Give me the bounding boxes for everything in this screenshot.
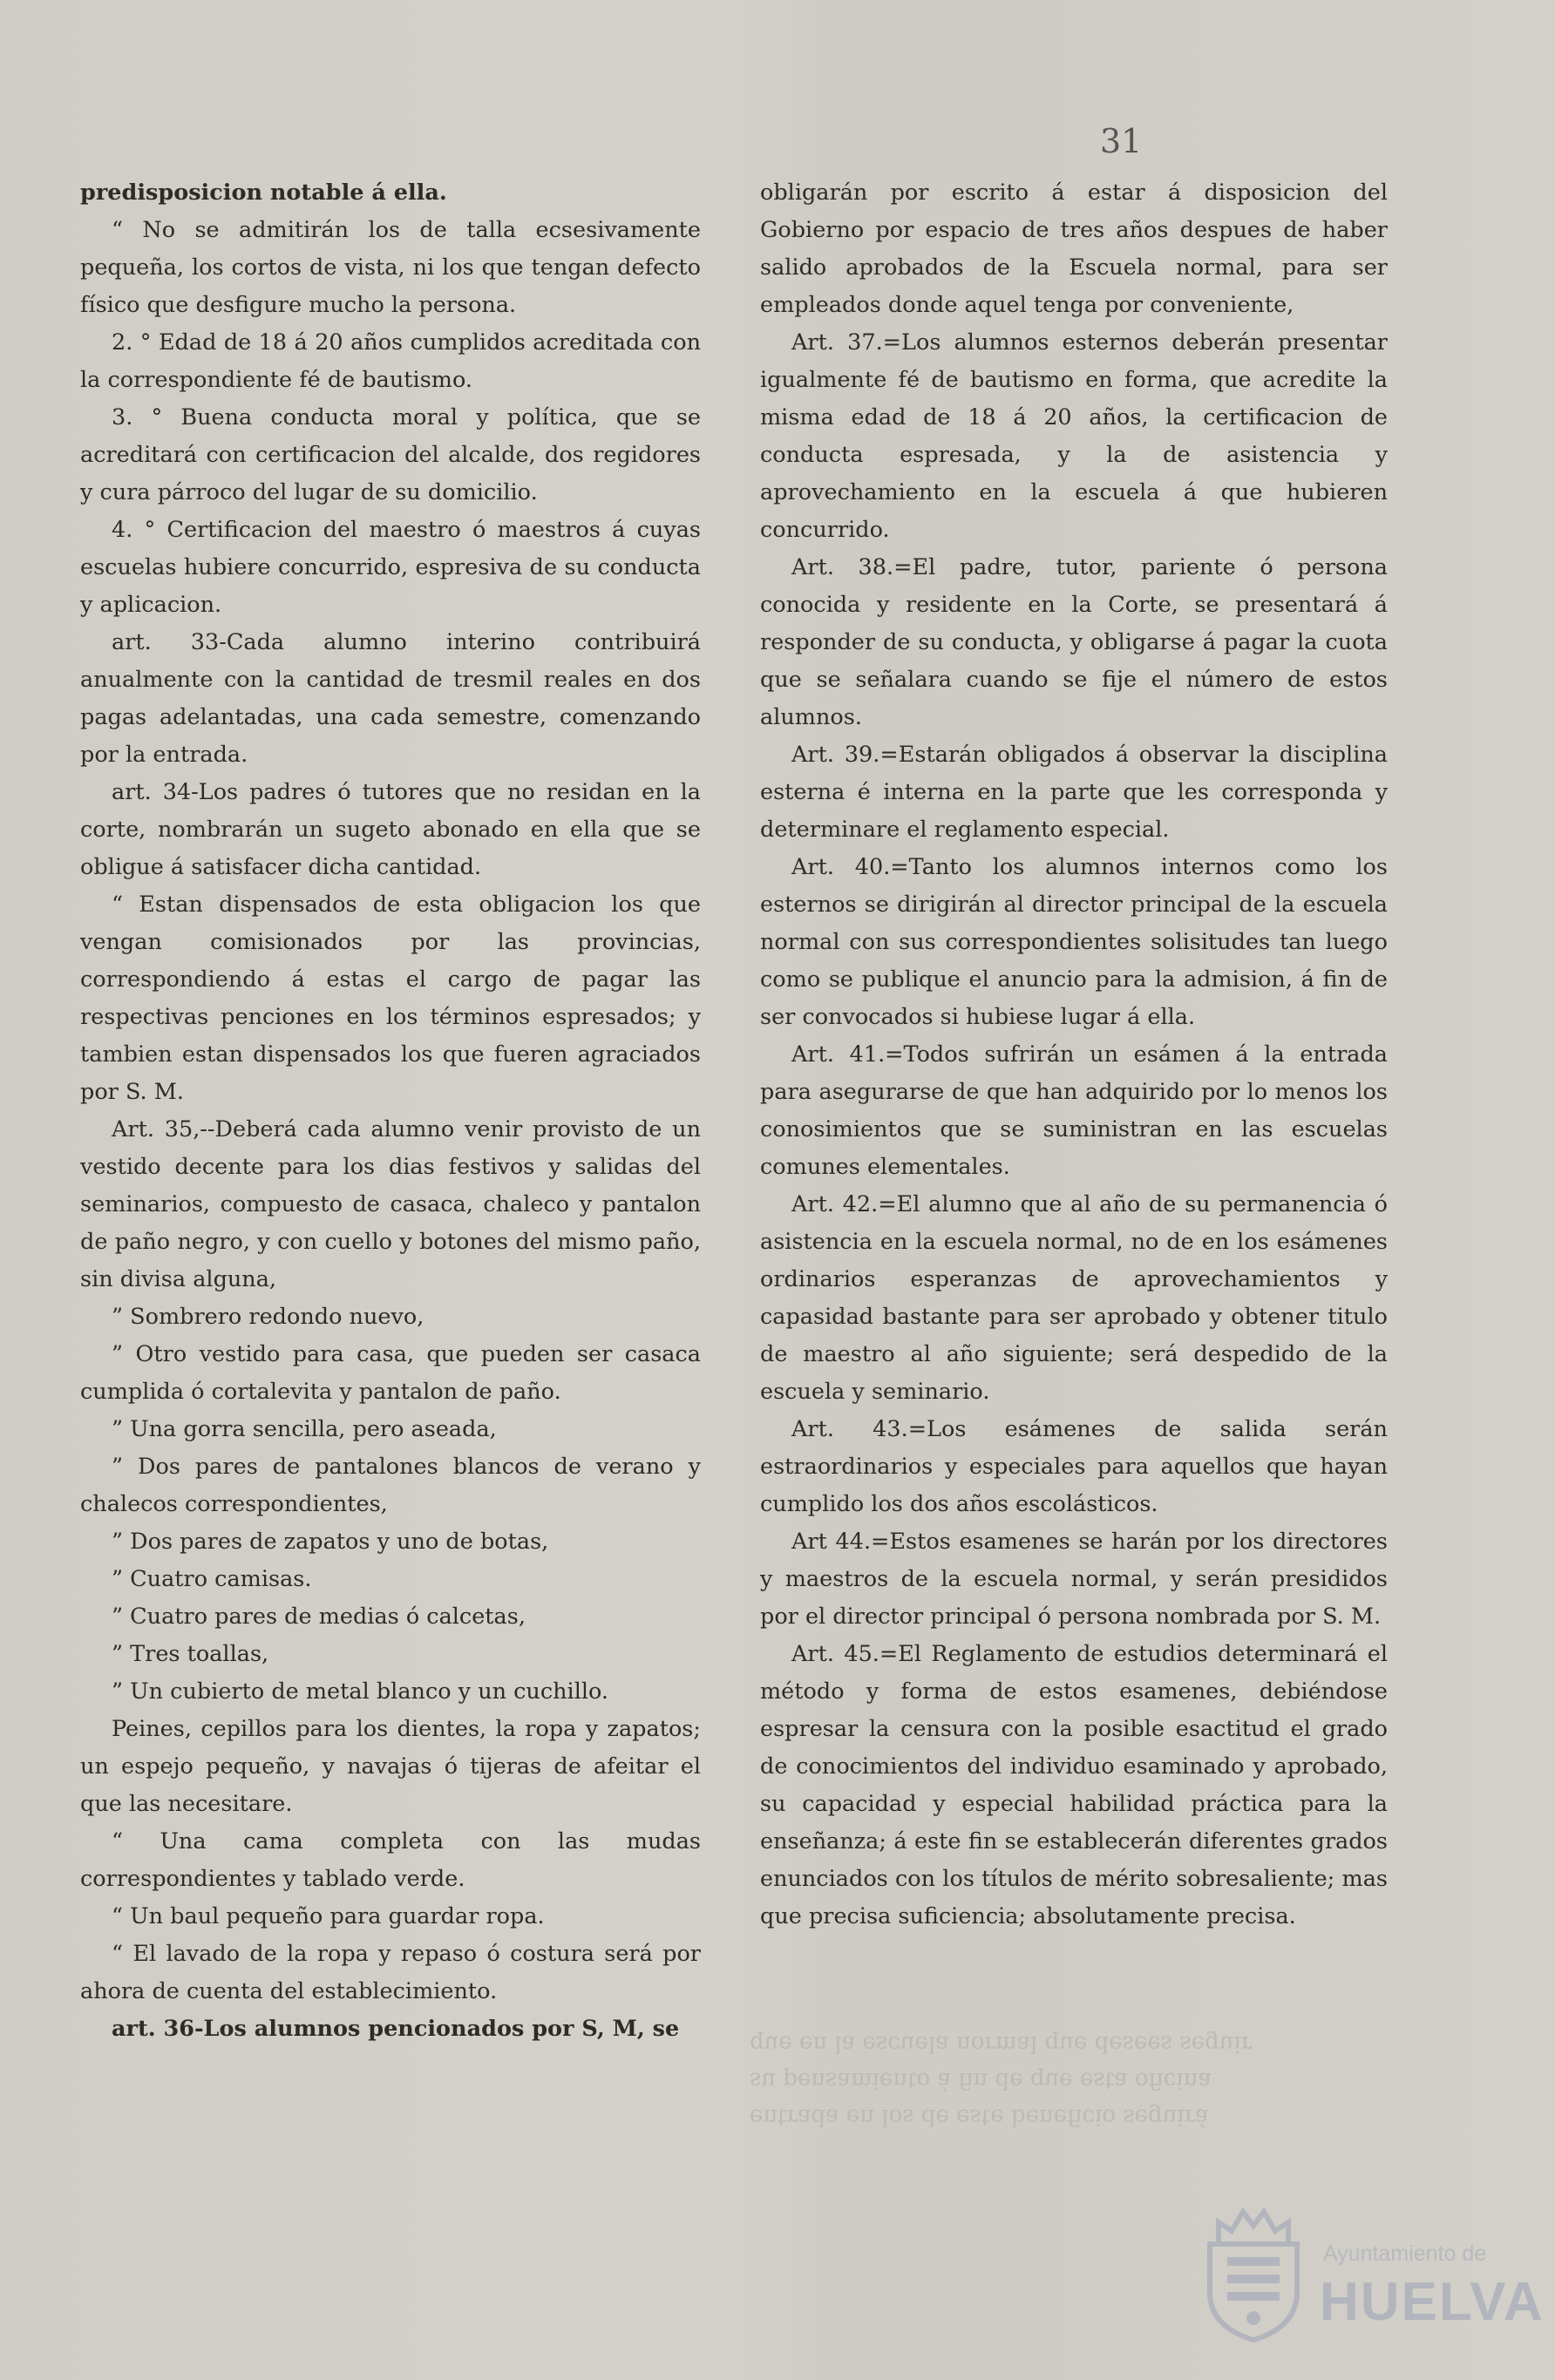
paragraph: Peines, cepillos para los dientes, la ropa y zapatos; un espejo pequeño, y navajas ó tijeras de afeitar el que las necesitare. bbox=[80, 1716, 701, 1817]
page-number: 31 bbox=[1100, 122, 1143, 160]
right-column bbox=[760, 174, 1388, 1936]
paragraph: 3. ° Buena conducta moral y política, que se acreditará con certificacion del alcalde, dos regidores y cura párroco del lugar de su domicilio. bbox=[80, 404, 701, 505]
paragraph: 2. ° Edad de 18 á 20 años cumplidos acreditada con la correspondiente fé de bautismo. bbox=[80, 329, 701, 393]
paragraph: “ Estan dispensados de esta obligacion los que vengan comisionados por las provincias, correspondiendo á estas el cargo de pagar las respectivas penciones en los términos espresados; y tambien estan dispensados los que fueren agraciados por S. M. bbox=[80, 892, 701, 1105]
huelva-crest-icon bbox=[1192, 2196, 1314, 2344]
paragraph: 4. ° Certificacion del maestro ó maestros á cuyas escuelas hubiere concurrido, espresiva de su conducta y aplicacion. bbox=[80, 517, 701, 618]
left-column bbox=[80, 174, 701, 2048]
paragraph: predisposicion notable á ella. bbox=[80, 180, 447, 206]
paragraph: ” Una gorra sencilla, pero aseada, bbox=[112, 1416, 497, 1442]
paragraph: art. 34-Los padres ó tutores que no residan en la corte, nombrarán un sugeto abonado en ella que se obligue á satisfacer dicha cantidad. bbox=[80, 779, 701, 880]
paragraph: ” Dos pares de zapatos y uno de botas, bbox=[112, 1529, 549, 1555]
paragraph: obligarán por escrito á estar á disposicion del Gobierno por espacio de tres años despues de haber salido aprobados de la Escuela normal, para ser empleados donde aquel tenga por conveniente, bbox=[760, 180, 1388, 318]
paragraph: art. 33-Cada alumno interino contribuirá anualmente con la cantidad de tresmil reales en dos pagas adelantadas, una cada semestre, comenzando por la entrada. bbox=[80, 629, 701, 768]
stamp-name: HUELVA bbox=[1320, 2272, 1545, 2332]
paragraph: ” Otro vestido para casa, que pueden ser casaca cumplida ó cortalevita y pantalon de paño. bbox=[80, 1341, 701, 1405]
paragraph: Art. 41.=Todos sufrirán un esámen á la entrada para asegurarse de que han adquirido por lo menos los conosimientos que se suministran en las escuelas comunes elementales. bbox=[760, 1041, 1388, 1180]
paragraph: Art. 38.=El padre, tutor, pariente ó persona conocida y residente en la Corte, se presentará á responder de su conducta, y obligarse á pagar la cuota que se señalara cuando se fije el número de estos alumnos. bbox=[760, 554, 1388, 730]
stamp-subtitle: Ayuntamiento de bbox=[1323, 2241, 1487, 2266]
paragraph: Art. 35,--Deberá cada alumno venir provisto de un vestido decente para los dias festivos y salidas del seminarios, compuesto de casaca, chaleco y pantalon de paño negro, y con cuello y botones del mismo paño, sin divisa alguna, bbox=[80, 1116, 701, 1292]
paragraph: ” Tres toallas, bbox=[112, 1641, 269, 1667]
paragraph: art. 36-Los alumnos pencionados por S, M, se bbox=[112, 2016, 680, 2042]
paragraph: Art. 45.=El Reglamento de estudios determinará el método y forma de estos esamenes, debiéndose espresar la censura con la posible esactitud el grado de conocimientos del individuo esaminado y aprobado, su capacidad y especial habilidad práctica para la enseñanza; á este fin se establecerán diferentes grados enunciados con los títulos de mérito sobresaliente; mas que precisa suficiencia; absolutamente precisa. bbox=[760, 1641, 1388, 1929]
archive-watermark bbox=[1192, 2196, 1545, 2353]
paragraph: ” Dos pares de pantalones blancos de verano y chalecos correspondientes, bbox=[80, 1454, 701, 1517]
paragraph: ” Un cubierto de metal blanco y un cuchillo. bbox=[112, 1678, 609, 1705]
paragraph: Art. 43.=Los esámenes de salida serán estraordinarios y especiales para aquellos que hayan cumplido los dos años escolásticos. bbox=[760, 1416, 1388, 1517]
paragraph: “ El lavado de la ropa y repaso ó costura será por ahora de cuenta del establecimiento. bbox=[80, 1941, 701, 2004]
paragraph: “ Un baul pequeño para guardar ropa. bbox=[112, 1903, 545, 1929]
bleed-through-text: entrada en los de este beneficio seguirá bbox=[750, 2104, 1209, 2130]
paragraph: Art. 40.=Tanto los alumnos internos como los esternos se dirigirán al director principal de la escuela normal con sus correspondientes solisitudes tan luego como se publique el anuncio para la admision, á fin de ser convocados si hubiese lugar á ella. bbox=[760, 854, 1388, 1030]
paragraph: ” Cuatro pares de medias ó calcetas, bbox=[112, 1604, 526, 1630]
paragraph: “ Una cama completa con las mudas correspondientes y tablado verde. bbox=[80, 1828, 701, 1892]
paragraph: Art. 39.=Estarán obligados á observar la disciplina esterna é interna en la parte que les corresponda y determinare el reglamento especial. bbox=[760, 742, 1388, 843]
paragraph: Art. 42.=El alumno que al año de su permanencia ó asistencia en la escuela normal, no de en los esámenes ordinarios esperanzas de aprovechamientos y capasidad bastante para ser aprobado y obtener titulo de maestro al año siguiente; será despedido de la escuela y seminario. bbox=[760, 1191, 1388, 1405]
paragraph: Art. 37.=Los alumnos esternos deberán presentar igualmente fé de bautismo en forma, que acredite la misma edad de 18 á 20 años, la certificacion de conducta espresada, y la de asistencia y aprovechamiento en la escuela á que hubieren concurrido. bbox=[760, 329, 1388, 543]
paragraph: ” Cuatro camisas. bbox=[112, 1566, 312, 1592]
paragraph: Art 44.=Estos esamenes se harán por los directores y maestros de la escuela normal, y serán presididos por el director principal ó persona nombrada por S. M. bbox=[760, 1529, 1388, 1630]
bleed-through-text: que en la escuela normal que desees seguir bbox=[750, 2031, 1253, 2057]
bleed-through-text: su pensamiento á fin de que esta oficina bbox=[750, 2067, 1212, 2093]
paragraph: “ No se admitirán los de talla ecsesivamente pequeña, los cortos de vista, ni los que tengan defecto físico que desfigure mucho la persona. bbox=[80, 217, 701, 318]
paragraph: ” Sombrero redondo nuevo, bbox=[112, 1304, 424, 1330]
